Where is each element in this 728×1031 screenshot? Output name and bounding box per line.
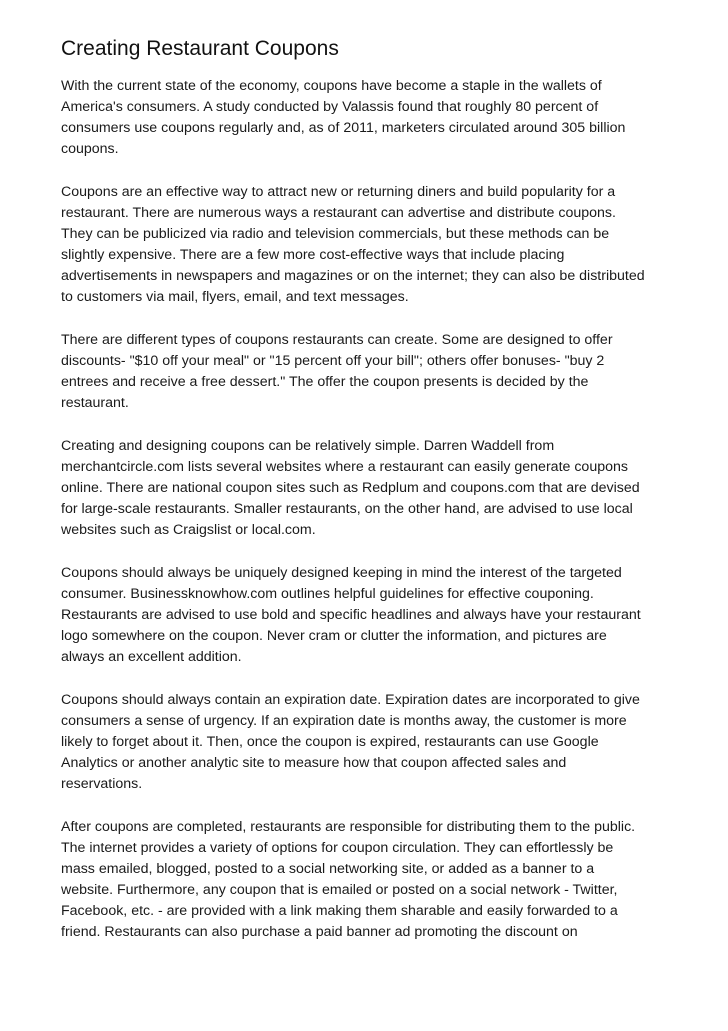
text-line: reservations. bbox=[61, 776, 143, 793]
text-line: After coupons are completed, restaurants are responsible for distributing them to the public. bbox=[61, 818, 636, 835]
text-line: restaurant. bbox=[61, 395, 129, 412]
text-line: merchantcircle.com lists several websites where a restaurant can easily generate coupons bbox=[61, 458, 628, 475]
text-line: Facebook, etc. - are provided with a link making them sharable and easily forwarded to a bbox=[61, 903, 618, 920]
text-line: slightly expensive. There are a few more cost-effective ways that include placing bbox=[61, 247, 565, 264]
text-line: for large-scale restaurants. Smaller restaurants, on the other hand, are advised to use local bbox=[61, 501, 633, 518]
text-line: consumers use coupons regularly and, as of 2011, marketers circulated around 305 billion bbox=[61, 120, 626, 137]
paragraph-4 bbox=[61, 436, 679, 541]
text-line: America's consumers. A study conducted by Valassis found that roughly 80 percent of bbox=[61, 99, 599, 116]
text-line: to customers via mail, flyers, email, and text messages. bbox=[61, 289, 409, 306]
text-line: Coupons are an effective way to attract new or returning diners and build popularity for a bbox=[61, 183, 616, 200]
text-line: There are different types of coupons restaurants can create. Some are designed to offer bbox=[61, 331, 613, 348]
paragraph-5 bbox=[61, 563, 679, 668]
document-page bbox=[61, 36, 679, 965]
text-line: website. Furthermore, any coupon that is emailed or posted on a social network - Twitter, bbox=[61, 882, 618, 898]
text-line: entrees and receive a free dessert." The offer the coupon presents is decided by the bbox=[61, 374, 589, 391]
text-line: Creating and designing coupons can be relatively simple. Darren Waddell from bbox=[61, 437, 555, 454]
text-line: Coupons should always contain an expiration date. Expiration dates are incorporated to give bbox=[61, 691, 640, 708]
text-line: Coupons should always be uniquely designed keeping in mind the interest of the targeted bbox=[61, 564, 622, 581]
text-line: always an excellent addition. bbox=[61, 649, 242, 666]
text-line: online. There are national coupon sites such as Redplum and coupons.com that are devised bbox=[61, 480, 640, 496]
text-line: consumers a sense of urgency. If an expiration date is months away, the customer is more bbox=[61, 712, 627, 729]
text-line: Analytics or another analytic site to measure how that coupon affected sales and bbox=[61, 755, 567, 772]
paragraph-6 bbox=[61, 690, 679, 795]
text-line: discounts- "$10 off your meal" or "15 percent off your bill"; others offer bonuses- "buy 2 bbox=[61, 353, 605, 370]
document-title: Creating Restaurant Coupons bbox=[61, 37, 339, 60]
text-line: advertisements in newspapers and magazines or on the internet; they can also be distributed bbox=[61, 268, 645, 285]
text-line: coupons. bbox=[61, 141, 119, 158]
text-line: The internet provides a variety of options for coupon circulation. They can effortlessly be bbox=[61, 839, 614, 856]
paragraph-1 bbox=[61, 76, 679, 160]
text-line: They can be publicized via radio and television commercials, but these methods can be bbox=[61, 226, 610, 243]
text-line: restaurant. There are numerous ways a restaurant can advertise and distribute coupons. bbox=[61, 204, 616, 221]
text-line: logo somewhere on the coupon. Never cram or clutter the information, and pictures are bbox=[61, 628, 607, 645]
paragraph-2 bbox=[61, 182, 679, 309]
paragraph-3 bbox=[61, 330, 679, 414]
text-line: With the current state of the economy, coupons have become a staple in the wallets of bbox=[61, 78, 602, 94]
text-line: Restaurants are advised to use bold and specific headlines and always have your restaurant bbox=[61, 606, 641, 623]
text-line: likely to forget about it. Then, once the coupon is expired, restaurants can use Google bbox=[61, 733, 599, 750]
text-line: websites such as Craigslist or local.com. bbox=[61, 522, 316, 539]
text-line: consumer. Businessknowhow.com outlines helpful guidelines for effective couponing. bbox=[61, 585, 594, 602]
text-line: friend. Restaurants can also purchase a paid banner ad promoting the discount on bbox=[61, 924, 578, 941]
paragraph-7 bbox=[61, 817, 679, 944]
text-line: mass emailed, blogged, posted to a social networking site, or added as a banner to a bbox=[61, 860, 595, 877]
